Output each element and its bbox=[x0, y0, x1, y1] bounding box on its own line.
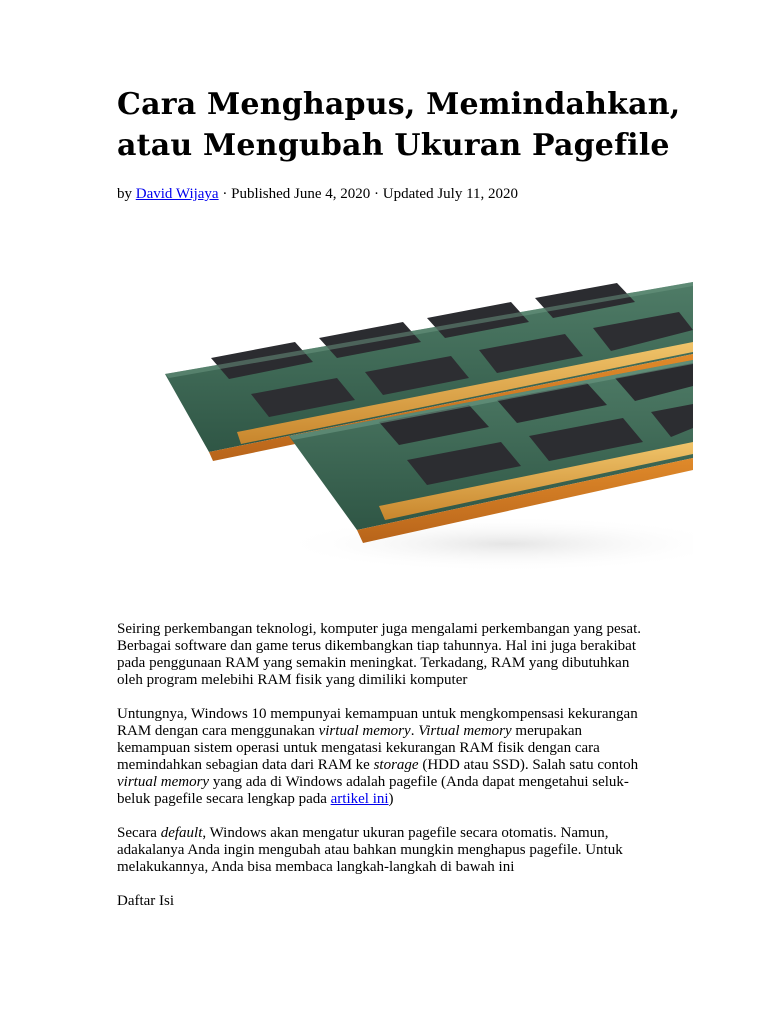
text-segment: (HDD atau SSD). Salah satu contoh bbox=[418, 757, 639, 773]
paragraph-default bbox=[117, 825, 657, 876]
paragraph-virtual-memory bbox=[117, 706, 657, 808]
text-segment: yang ada di Windows adalah pagefile (Anda dapat mengetahui seluk-beluk pagefile secara lengkap pada bbox=[117, 774, 629, 807]
emphasis-text: virtual memory bbox=[318, 723, 411, 739]
text-segment: Untungnya, Windows 10 mempunyai kemampuan untuk mengkompensasi kekurangan RAM dengan cara menggunakan bbox=[117, 706, 638, 739]
text-segment: . bbox=[410, 723, 419, 739]
text-segment: , Windows akan mengatur ukuran pagefile secara otomatis. Namun, adakalanya Anda ingin mengubah atau bahkan mungkin menghapus pagefile. Untuk melakukannya, Anda bisa membaca langkah-langkah di bawah ini bbox=[117, 825, 623, 875]
text-segment: ) bbox=[388, 791, 394, 807]
byline-by: by bbox=[117, 186, 132, 202]
emphasis-text: Virtual memory bbox=[418, 723, 512, 739]
article-link[interactable]: artikel ini bbox=[330, 791, 389, 807]
published-date: · Published June 4, 2020 bbox=[222, 186, 371, 202]
emphasis-text: virtual memory bbox=[117, 774, 210, 790]
table-of-contents-label: Daftar Isi bbox=[117, 893, 175, 909]
paragraph-intro: Seiring perkembangan teknologi, komputer juga mengalami perkembangan yang pesat. Berbagai software dan game terus dikembangkan tiap tahunnya. Hal ini juga berakibat pada penggunaan RAM yang semakin meningkat. Terkadang, RAM yang dibutuhkan oleh program melebihi RAM fisik yang dimiliki komputer bbox=[117, 621, 642, 688]
text-segment: Secara bbox=[117, 825, 161, 841]
author-link[interactable]: David Wijaya bbox=[135, 186, 219, 202]
emphasis-text: storage bbox=[373, 757, 419, 773]
emphasis-text: default bbox=[160, 825, 203, 841]
byline bbox=[117, 185, 697, 203]
hero-image bbox=[117, 262, 693, 580]
updated-date: · Updated July 11, 2020 bbox=[374, 186, 519, 202]
article-title: Cara Menghapus, Memindahkan, atau Mengubah Ukuran Pagefile bbox=[117, 87, 681, 163]
text-segment: merupakan kemampuan sistem operasi untuk mengatasi kekurangan RAM fisik dengan cara memindahkan sebagian data dari RAM ke bbox=[117, 723, 600, 773]
article-header bbox=[117, 84, 697, 203]
article-body bbox=[117, 621, 657, 927]
